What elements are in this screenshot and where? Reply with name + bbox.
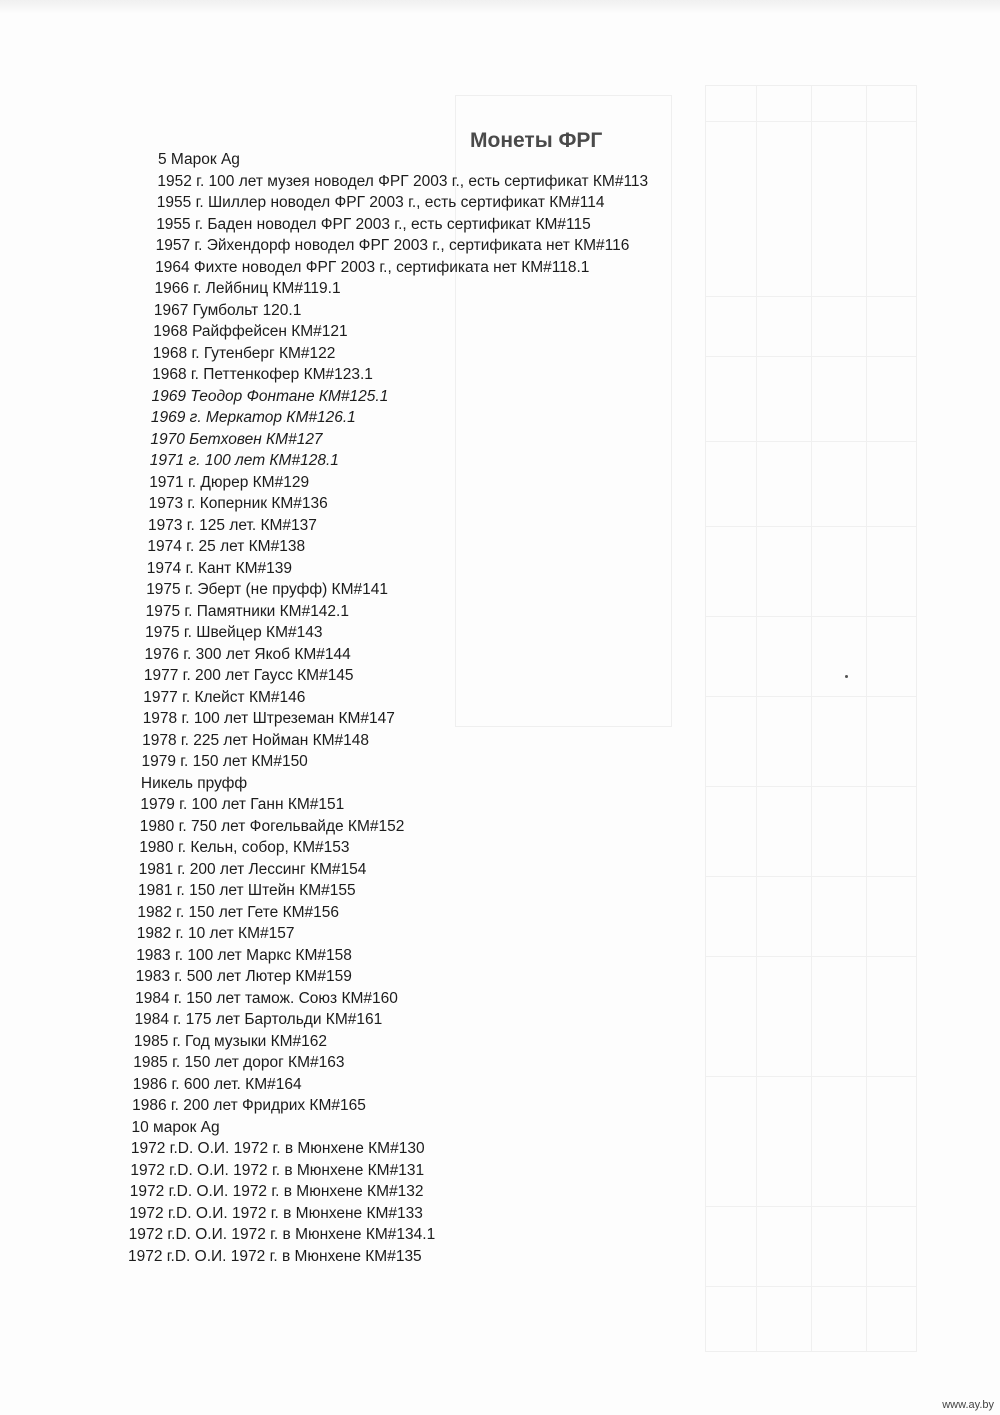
list-item: 1984 г. 150 лет тамож. Союз КМ#160 <box>135 989 398 1007</box>
list-item: 1971 г. Дюрер КМ#129 <box>149 473 310 491</box>
watermark: www.ay.by <box>942 1399 994 1411</box>
list-item: 1968 Райффейсен КМ#121 <box>153 323 348 340</box>
section-heading: 10 марок Ag <box>131 1118 220 1136</box>
list-item: 1977 г. Клейст КМ#146 <box>143 688 306 706</box>
list-item: 1986 г. 600 лет. КМ#164 <box>132 1075 302 1093</box>
scan-speck <box>845 675 848 678</box>
list-item: 1978 г. 225 лет Нойман КМ#148 <box>142 731 370 749</box>
list-item: 1978 г. 100 лет Штреземан КМ#147 <box>142 710 395 727</box>
list-item: 1955 г. Баден новодел ФРГ 2003 г., есть сертификат КМ#115 <box>156 215 591 233</box>
list-item: 1957 г. Эйхендорф новодел ФРГ 2003 г., сертификата нет КМ#116 <box>155 237 630 254</box>
list-item: 1968 г. Гутенберг КМ#122 <box>152 344 336 362</box>
list-item: 1979 г. 150 лет КМ#150 <box>141 753 308 770</box>
section-heading: 5 Марок Ag <box>158 151 240 168</box>
list-item: 1980 г. 750 лет Фогельвайде КМ#152 <box>139 817 405 835</box>
list-item: 1981 г. 150 лет Штейн КМ#155 <box>138 882 356 899</box>
list-item: 1972 г.D. О.И. 1972 г. в Мюнхене КМ#133 <box>129 1204 423 1222</box>
bleed-through-table <box>705 85 917 1352</box>
list-item: 1973 г. 125 лет. КМ#137 <box>148 516 317 534</box>
list-item: 1982 г. 150 лет Гете КМ#156 <box>137 903 340 921</box>
list-item: 1969 г. Меркатор КМ#126.1 <box>150 409 356 426</box>
list-item: 1968 г. Петтенкофер КМ#123.1 <box>152 366 373 383</box>
list-item: 1971 г. 100 лет КМ#128.1 <box>149 452 339 469</box>
list-item: 1970 Бетховен КМ#127 <box>150 430 323 448</box>
list-item: 1974 г. 25 лет КМ#138 <box>147 538 306 555</box>
list-item: 1966 г. Лейбниц КМ#119.1 <box>154 280 341 297</box>
list-item: 1985 г. 150 лет дорог КМ#163 <box>133 1054 345 1071</box>
list-item: 1981 г. 200 лет Лессинг КМ#154 <box>138 860 367 878</box>
list-item: 1967 Гумбольт 120.1 <box>153 301 302 319</box>
list-item: 1974 г. Кант КМ#139 <box>146 559 292 577</box>
list-item: 1983 г. 500 лет Лютер КМ#159 <box>135 968 352 985</box>
list-item: 1952 г. 100 лет музея новодел ФРГ 2003 г., есть сертификат КМ#113 <box>157 172 649 190</box>
list-item: 1972 г.D. О.И. 1972 г. в Мюнхене КМ#134.1 <box>128 1226 436 1243</box>
scan-edge <box>0 0 1000 14</box>
list-item: 1972 г.D. О.И. 1972 г. в Мюнхене КМ#131 <box>130 1161 425 1179</box>
section-heading: Никель пруфф <box>140 774 248 792</box>
list-item: 1979 г. 100 лет Ганн КМ#151 <box>140 796 345 813</box>
list-item: 1972 г.D. О.И. 1972 г. в Мюнхене КМ#130 <box>130 1140 425 1157</box>
list-item: 1975 г. Эберт (не пруфф) КМ#141 <box>146 581 388 598</box>
list-item: 1983 г. 100 лет Маркс КМ#158 <box>136 946 352 964</box>
list-item: 1955 г. Шиллер новодел ФРГ 2003 г., есть сертификат КМ#114 <box>156 194 605 211</box>
list-item: 1984 г. 175 лет Бартольди КМ#161 <box>134 1011 383 1028</box>
list-item: 1977 г. 200 лет Гаусс КМ#145 <box>143 667 354 684</box>
list-item: 1982 г. 10 лет КМ#157 <box>136 925 295 942</box>
list-item: 1972 г.D. О.И. 1972 г. в Мюнхене КМ#132 <box>129 1183 424 1200</box>
list-item: 1980 г. Кельн, собор, КМ#153 <box>139 839 350 856</box>
list-item: 1973 г. Коперник КМ#136 <box>148 495 328 512</box>
list-item: 1972 г.D. О.И. 1972 г. в Мюнхене КМ#135 <box>128 1247 422 1265</box>
list-item: 1975 г. Памятники КМ#142.1 <box>145 602 349 620</box>
list-item: 1986 г. 200 лет Фридрих КМ#165 <box>132 1097 366 1114</box>
page-title: Монеты ФРГ <box>470 129 603 152</box>
list-item: 1985 г. Год музыки КМ#162 <box>133 1032 328 1050</box>
list-item: 1976 г. 300 лет Якоб КМ#144 <box>144 645 351 663</box>
list-item: 1975 г. Швейцер КМ#143 <box>145 624 323 641</box>
list-item: 1964 Фихте новодел ФРГ 2003 г., сертификата нет КМ#118.1 <box>155 258 590 276</box>
list-item: 1969 Теодор Фонтане КМ#125.1 <box>151 387 389 405</box>
